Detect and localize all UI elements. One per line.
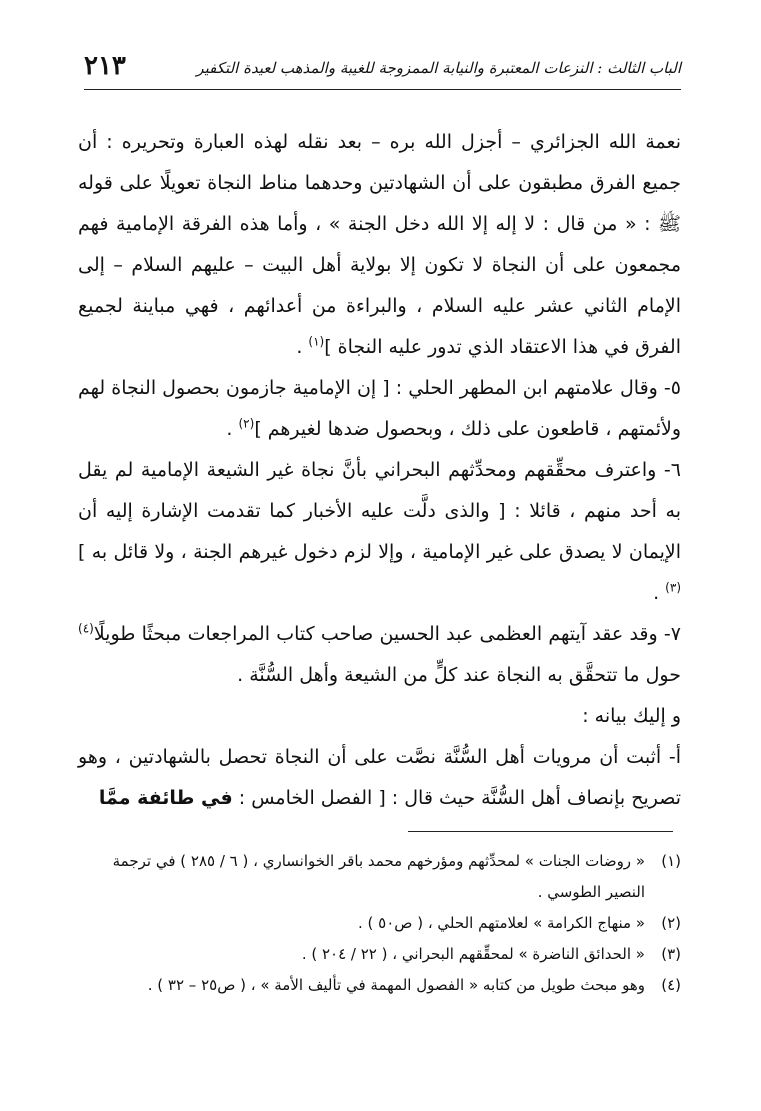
footnote-ref-2: (٢) [238, 416, 255, 431]
paragraph-5: و إليك بيانه : [582, 705, 681, 727]
paragraph-2-text: ٥- وقال علامتهم ابن المطهر الحلي : [ إن الإمامية جازمون بحصول النجاة لهم ولأئمتهم ، قاطعون على ذلك ، وبحصول ضدها لغيرهم ] [78, 377, 681, 440]
paragraph-1 [78, 122, 681, 368]
footnote-ref-1: (١) [308, 334, 325, 349]
paragraph-3-end: . [653, 582, 666, 604]
paragraph-6-text: أ- أثبت أن مرويات أهل السُّنَّة نصَّت على أن النجاة تحصل بالشهادتين ، وهو تصريح بإنصاف أهل السُّنَّة حيث قال : [ الفصل الخامس : [78, 746, 681, 809]
paragraph-1-text: نعمة الله الجزائري – أجزل الله بره – بعد نقله لهذه العبارة وتحريره : أن جميع الفرق مطبقون على أن الشهادتين وحدهما مناط النجاة تعويلًا على قوله ﷺ : « من قال : لا إله إلا الله دخل الجنة » ، وأما هذه الفرقة الإمامية فهم مجمعون على أن النجاة لا تكون إلا بولاية أهل البيت – عليهم السلام – إلى الإمام الثاني عشر عليه السلام ، والبراءة من أعدائهم ، فهي مباينة لجميع الفرق في هذا الاعتقاد الذي تدور عليه النجاة ] [78, 131, 681, 358]
footnote-3 [78, 939, 681, 970]
page-number: ٢١٣ [84, 51, 126, 81]
paragraph-2 [78, 368, 681, 450]
footnote-4 [78, 970, 681, 1001]
footnote-ref-4: (٤) [78, 621, 94, 636]
paragraph-2-end: . [226, 418, 239, 440]
paragraph-3-text: ٦- واعترف محقِّقهم ومحدِّثهم البحراني بأنَّ نجاة غير الشيعة الإمامية لم يقل به أحد منهم ، قائلا : [ والذى دلَّت عليه الأخبار كما تقدمت الإشارة إليه أن الإيمان لا يصدق على غير الإمامية ، وإلا لزم دخول غيرهم الجنة ، ولا قائل به ] [78, 459, 681, 563]
paragraph-4-text-a: ٧- وقد عقد آيتهم العظمى عبد الحسين صاحب كتاب المراجعات مبحثًا طويلًا [93, 623, 681, 645]
footnote-1 [78, 846, 681, 908]
main-text [78, 122, 681, 819]
paragraph-6-bold-text: في طائفة ممَّا [98, 787, 233, 809]
paragraph-1-end: . [296, 336, 309, 358]
paragraph-4 [78, 614, 681, 696]
footnote-2-number: (٢) [661, 914, 681, 932]
footnote-3-number: (٣) [661, 945, 681, 963]
page-header [84, 51, 681, 97]
footnote-4-number: (٤) [661, 976, 681, 994]
footnote-4-text: وهو مبحث طويل من كتابه « الفصول المهمة في تأليف الأمة » ، ( ص٢٥ – ٣٢ ) . [147, 976, 645, 994]
paragraph-3 [78, 450, 681, 614]
footnote-1-text: « روضات الجنات » لمحدِّثهم ومؤرخهم محمد باقر الخوانساري ، ( ٦ / ٢٨٥ ) في ترجمة النصير الطوسي . [112, 852, 645, 901]
footnote-1-number: (١) [661, 852, 681, 870]
footnote-3-text: « الحدائق الناضرة » لمحقِّقهم البحراني ، ( ٢٢ / ٢٠٤ ) . [301, 945, 645, 963]
paragraph-6 [78, 737, 681, 819]
footnote-divider [408, 831, 673, 832]
running-header-title: الباب الثالث : النزعات المعتبرة والنيابة الممزوجة للغيبة والمذهب لعيدة التكفير [196, 59, 681, 77]
footnote-2-text: « منهاج الكرامة » لعلامتهم الحلي ، ( ص٥٠ ) . [358, 914, 645, 932]
footnote-ref-3: (٣) [665, 580, 681, 595]
header-divider [84, 89, 681, 90]
footnotes [78, 846, 681, 1001]
paragraph-4-text-b: حول ما تتحقَّق به النجاة عند كلٍّ من الشيعة وأهل السُّنَّة . [237, 664, 681, 686]
footnote-2 [78, 908, 681, 939]
